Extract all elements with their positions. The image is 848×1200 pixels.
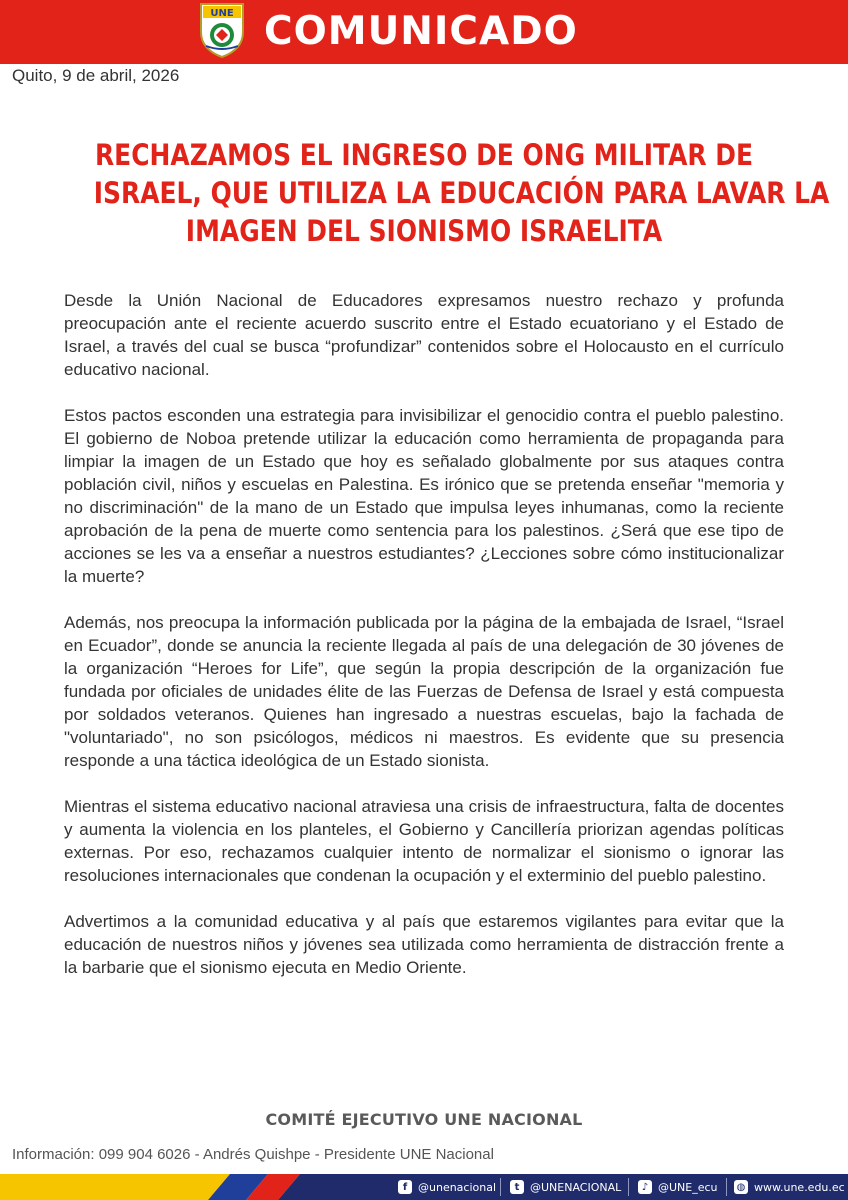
headline-line: RECHAZAMOS EL INGRESO DE ONG MILITAR DE — [94, 138, 754, 172]
twitter-icon: t — [510, 1180, 524, 1194]
paragraph: Advertimos a la comunidad educativa y al país que estaremos vigilantes para evitar que la educación de nuestros niños y jóvenes sea utilizada como herramienta de distracción frente a la barbarie que el sionismo ejecuta en Medio Oriente. — [64, 912, 784, 977]
paragraph: Estos pactos esconden una estrategia para invisibilizar el genocidio contra el pueblo palestino. El gobierno de Noboa pretende utilizar la educación como herramienta de propaganda para limpiar la imagen de un Estado que hoy es señalado globalmente por sus ataques contra población civil, niños y escuelas en Palestina. Es irónico que se pretenda enseñar "memoria y no discriminación" de la mano de un Estado que impulsa leyes inhumanas, como la reciente aprobación de la pena de muerte como sentencia para los palestinos. ¿Será que ese tipo de acciones se les va a enseñar a nuestros estudiantes? ¿Lecciones sobre cómo institucionalizar la muerte? — [64, 406, 784, 586]
social-tiktok[interactable] — [638, 1174, 718, 1200]
divider — [628, 1178, 629, 1196]
signature: COMITÉ EJECUTIVO UNE NACIONAL — [265, 1110, 583, 1129]
social-web[interactable] — [734, 1174, 845, 1200]
social-handle: @unenacional — [418, 1180, 497, 1194]
paragraph: Desde la Unión Nacional de Educadores expresamos nuestro rechazo y profunda preocupación ante el reciente acuerdo suscrito entre el Estado ecuatoriano y el Estado de Israel, a través del cual se busca “profundizar” contenidos sobre el Holocausto en el currículo educativo nacional. — [64, 291, 784, 379]
body-text — [64, 289, 784, 1002]
social-handle: @UNENACIONAL — [530, 1180, 622, 1194]
web-icon: ◍ — [734, 1180, 748, 1194]
divider — [726, 1178, 727, 1196]
divider — [500, 1178, 501, 1196]
page-title: COMUNICADO — [264, 9, 578, 54]
social-handle: @UNE_ecu — [658, 1180, 718, 1194]
headline-line: IMAGEN DEL SIONISMO ISRAELITA — [185, 214, 663, 248]
date-line: Quito, 9 de abril, 2026 — [12, 66, 180, 85]
paragraph: Mientras el sistema educativo nacional atraviesa una crisis de infraestructura, falta de docentes y aumenta la violencia en los planteles, el Gobierno y Cancillería priorizan agendas políticas externas. Por eso, rechazamos cualquier intento de normalizar el sionismo o ignorar las resoluciones internacionales que condenan la ocupación y el exterminio del pueblo palestino. — [64, 797, 784, 885]
social-facebook[interactable] — [398, 1174, 496, 1200]
paragraph: Además, nos preocupa la información publicada por la página de la embajada de Israel, “Israel en Ecuador”, donde se anuncia la reciente llegada al país de una delegación de 30 jóvenes de la organización “Heroes for Life”, que según la propia descripción de la organización fue fundada por oficiales de unidades élite de las Fuerzas de Defensa de Israel y está compuesta por soldados veteranos. Quienes han ingresado a nuestras escuelas, bajo la fachada de "voluntariado", no son psicólogos, médicos ni maestros. Es evidente que su presencia responde a una táctica ideológica de un Estado sionista. — [64, 613, 784, 770]
footer-info: Información: 099 904 6026 - Andrés Quishpe - Presidente UNE Nacional — [12, 1146, 494, 1163]
headline-line: ISRAEL, QUE UTILIZA LA EDUCACIÓN PARA LAVAR LA — [93, 176, 830, 210]
logo-text: UNE — [210, 8, 234, 19]
une-logo — [198, 2, 246, 58]
tiktok-icon: ♪ — [638, 1180, 652, 1194]
social-twitter[interactable] — [510, 1174, 621, 1200]
facebook-icon: f — [398, 1180, 412, 1194]
headline — [93, 136, 830, 250]
social-handle: www.une.edu.ec — [754, 1180, 845, 1194]
